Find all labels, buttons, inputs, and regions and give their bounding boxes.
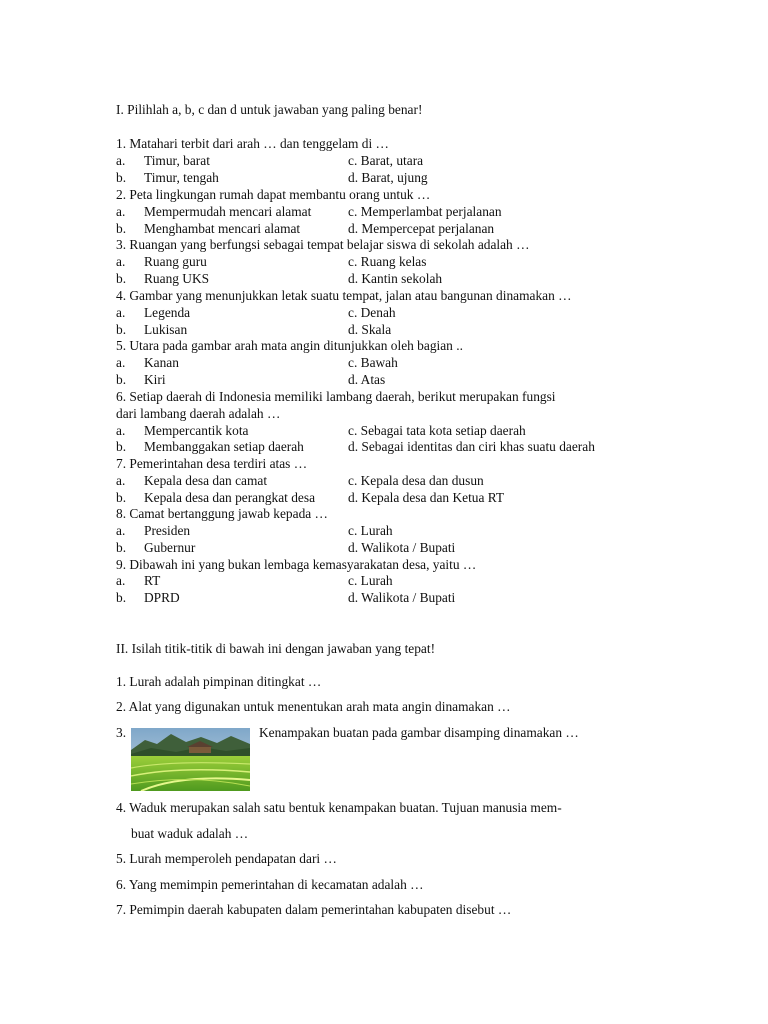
option-b: Menghambat mencari alamat (144, 221, 301, 236)
option-c: c. Denah (348, 305, 396, 320)
option-a: RT (144, 573, 161, 588)
question-1: 1. Matahari terbit dari arah … dan tenggelam di … (116, 136, 389, 151)
question-5-options-row-a (0, 355, 768, 372)
question-7-options-row-a (0, 473, 768, 490)
option-letter: a. (116, 204, 126, 219)
question-8: 8. Camat bertanggung jawab kepada … (116, 506, 328, 521)
option-a: Ruang guru (144, 254, 207, 269)
question-5-options-row-b (0, 372, 768, 389)
option-d: d. Walikota / Bupati (348, 540, 456, 555)
option-letter: a. (116, 573, 126, 588)
option-b: DPRD (144, 590, 180, 605)
option-a: Presiden (144, 523, 191, 538)
section1-heading: I. Pilihlah a, b, c dan d untuk jawaban yang paling benar! (116, 102, 423, 117)
question-8-options-row-a (0, 523, 768, 540)
option-letter: a. (116, 423, 126, 438)
option-b: Kiri (144, 372, 166, 387)
option-b: Ruang UKS (144, 271, 210, 286)
question-1-options-row-a (0, 153, 768, 170)
option-b: Lukisan (144, 322, 188, 337)
question-5: 5. Utara pada gambar arah mata angin ditunjukkan oleh bagian .. (116, 338, 463, 353)
option-d: d. Atas (348, 372, 386, 387)
option-a: Timur, barat (144, 153, 210, 168)
option-letter: b. (116, 322, 127, 337)
option-a: Mempercantik kota (144, 423, 249, 438)
option-d: d. Sebagai identitas dan ciri khas suatu daerah (348, 439, 595, 454)
option-c: c. Lurah (348, 573, 393, 588)
question-4: 4. Gambar yang menunjukkan letak suatu tempat, jalan atau bangunan dinamakan … (116, 288, 572, 303)
question-6: 6. Setiap daerah di Indonesia memiliki lambang daerah, berikut merupakan fungsi (116, 389, 556, 404)
section2-heading: II. Isilah titik-titik di bawah ini dengan jawaban yang tepat! (116, 641, 436, 656)
essay-question-3-number: 3. (116, 725, 127, 740)
option-c: c. Ruang kelas (348, 254, 427, 269)
question-3-options-row-a (0, 254, 768, 271)
option-a: Kanan (144, 355, 179, 370)
option-c: c. Kepala desa dan dusun (348, 473, 484, 488)
essay-question-4: 4. Waduk merupakan salah satu bentuk kenampakan buatan. Tujuan manusia mem- (116, 800, 562, 815)
option-letter: a. (116, 305, 126, 320)
question-4-options-row-b (0, 322, 768, 339)
option-d: d. Walikota / Bupati (348, 590, 456, 605)
essay-question-3: Kenampakan buatan pada gambar disamping dinamakan … (259, 725, 579, 740)
question-2: 2. Peta lingkungan rumah dapat membantu orang untuk … (116, 187, 431, 202)
question-2-options-row-b (0, 221, 768, 238)
option-d: d. Mempercepat perjalanan (348, 221, 495, 236)
option-c: c. Memperlambat perjalanan (348, 204, 502, 219)
question-4-options-row-a (0, 305, 768, 322)
option-b: Membanggakan setiap daerah (144, 439, 304, 454)
option-d: d. Kantin sekolah (348, 271, 443, 286)
essay-question-5: 5. Lurah memperoleh pendapatan dari … (116, 851, 337, 866)
option-letter: b. (116, 590, 127, 605)
question-8-options-row-b (0, 540, 768, 557)
option-d: d. Barat, ujung (348, 170, 428, 185)
option-b: Gubernur (144, 540, 196, 555)
essay-question-1: 1. Lurah adalah pimpinan ditingkat … (116, 674, 322, 689)
option-c: c. Bawah (348, 355, 398, 370)
rice-field-image (131, 728, 250, 791)
essay-question-4-continued: buat waduk adalah … (131, 826, 249, 841)
option-letter: b. (116, 372, 127, 387)
question-3-options-row-b (0, 271, 768, 288)
option-c: c. Sebagai tata kota setiap daerah (348, 423, 526, 438)
option-c: c. Lurah (348, 523, 393, 538)
option-letter: a. (116, 153, 126, 168)
question-6-options-row-a (0, 423, 768, 440)
question-6-continued: dari lambang daerah adalah … (116, 406, 281, 421)
option-letter: b. (116, 170, 127, 185)
option-letter: a. (116, 473, 126, 488)
option-letter: b. (116, 490, 127, 505)
option-d: d. Kepala desa dan Ketua RT (348, 490, 505, 505)
option-c: c. Barat, utara (348, 153, 424, 168)
option-a: Kepala desa dan camat (144, 473, 268, 488)
option-letter: b. (116, 221, 127, 236)
option-letter: b. (116, 439, 127, 454)
question-9-options-row-a (0, 573, 768, 590)
question-2-options-row-a (0, 204, 768, 221)
question-3: 3. Ruangan yang berfungsi sebagai tempat belajar siswa di sekolah adalah … (116, 237, 530, 252)
option-a: Legenda (144, 305, 191, 320)
question-9: 9. Dibawah ini yang bukan lembaga kemasyarakatan desa, yaitu … (116, 557, 477, 572)
option-b: Timur, tengah (144, 170, 219, 185)
question-6-options-row-b (0, 439, 768, 456)
essay-question-7: 7. Pemimpin daerah kabupaten dalam pemerintahan kabupaten disebut … (116, 902, 512, 917)
question-1-options-row-b (0, 170, 768, 187)
option-letter: b. (116, 271, 127, 286)
option-letter: b. (116, 540, 127, 555)
essay-question-2: 2. Alat yang digunakan untuk menentukan arah mata angin dinamakan … (116, 699, 511, 714)
option-d: d. Skala (348, 322, 392, 337)
option-b: Kepala desa dan perangkat desa (144, 490, 316, 505)
option-a: Mempermudah mencari alamat (144, 204, 312, 219)
question-9-options-row-b (0, 590, 768, 607)
essay-question-6: 6. Yang memimpin pemerintahan di kecamatan adalah … (116, 877, 424, 892)
question-7: 7. Pemerintahan desa terdiri atas … (116, 456, 308, 471)
option-letter: a. (116, 523, 126, 538)
option-letter: a. (116, 355, 126, 370)
question-7-options-row-b (0, 490, 768, 507)
option-letter: a. (116, 254, 126, 269)
